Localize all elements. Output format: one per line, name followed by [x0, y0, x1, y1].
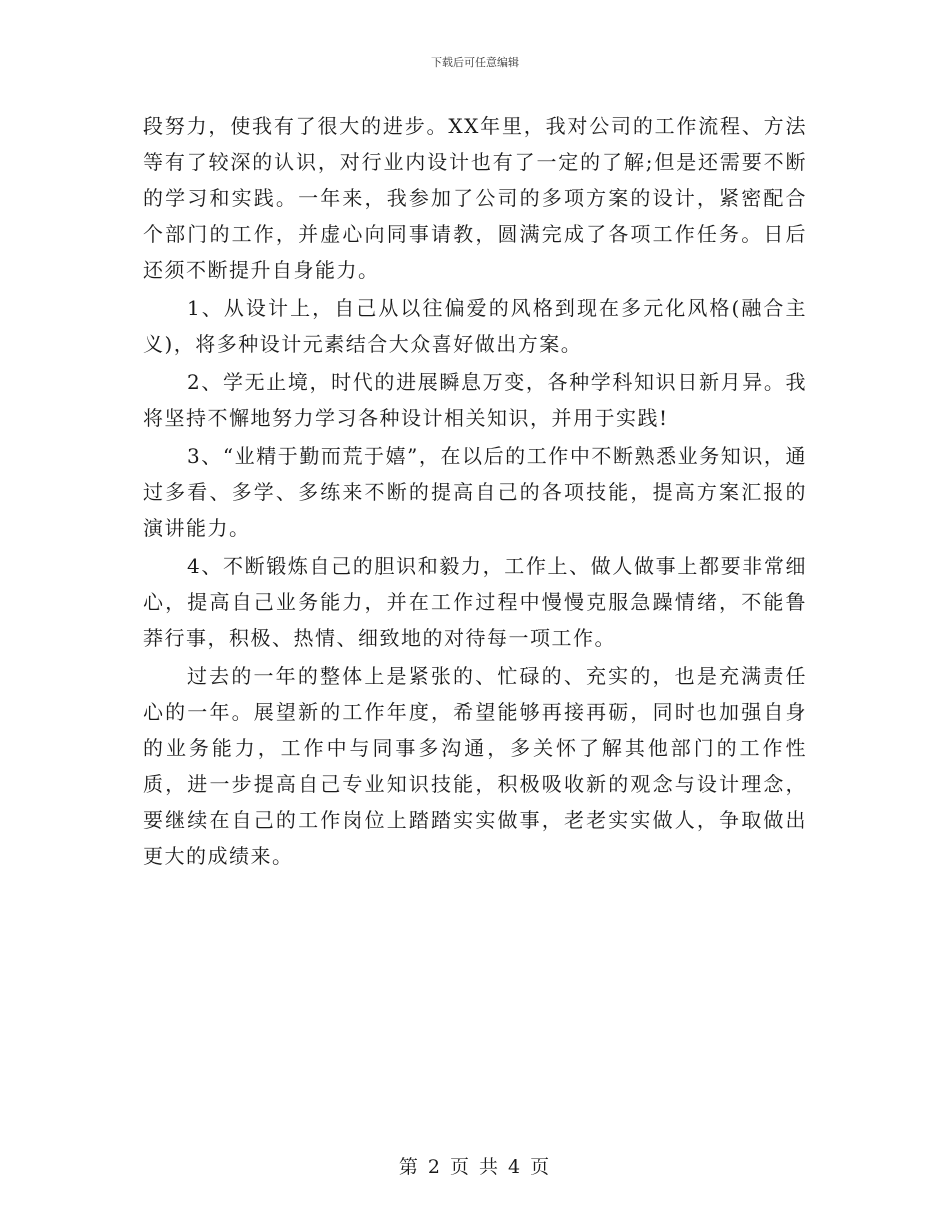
paragraph-item-4: 4、不断锻炼自己的胆识和毅力，工作上、做人做事上都要非常细心，提高自己业务能力，并在工作过程中慢慢克服急躁情绪，不能鲁莽行事，积极、热情、细致地的对待每一项工作。	[143, 554, 807, 650]
paragraph-item-3: 3、“业精于勤而荒于嬉”，在以后的工作中不断熟悉业务知识，通过多看、多学、多练来不断的提高自己的各项技能，提高方案汇报的演讲能力。	[143, 444, 807, 540]
paragraph-item-1: 1、从设计上，自己从以往偏爱的风格到现在多元化风格(融合主义)，将多种设计元素结合大众喜好做出方案。	[143, 296, 807, 356]
page-number: 第 2 页 共 4 页	[398, 1156, 552, 1178]
paragraph-conclusion: 过去的一年的整体上是紧张的、忙碌的、充实的，也是充满责任心的一年。展望新的工作年度，希望能够再接再砺，同时也加强自身的业务能力，工作中与同事多沟通，多关怀了解其他部门的工作性质，进一步提高自己专业知识技能，积极吸收新的观念与设计理念，要继续在自己的工作岗位上踏踏实实做事，老老实实做人，争取做出更大的成绩来。	[143, 664, 807, 868]
paragraph-item-2: 2、学无止境，时代的进展瞬息万变，各种学科知识日新月异。我将坚持不懈地努力学习各种设计相关知识，并用于实践!	[143, 370, 807, 430]
page-header-note: 下载后可任意编辑	[431, 56, 519, 69]
paragraph-continuation: 段努力，使我有了很大的进步。XX年里，我对公司的工作流程、方法等有了较深的认识，对行业内设计也有了一定的了解;但是还需要不断的学习和实践。一年来，我参加了公司的多项方案的设计，紧密配合个部门的工作，并虚心向同事请教，圆满完成了各项工作任务。日后还须不断提升自身能力。	[143, 114, 807, 282]
document-body	[143, 108, 807, 874]
